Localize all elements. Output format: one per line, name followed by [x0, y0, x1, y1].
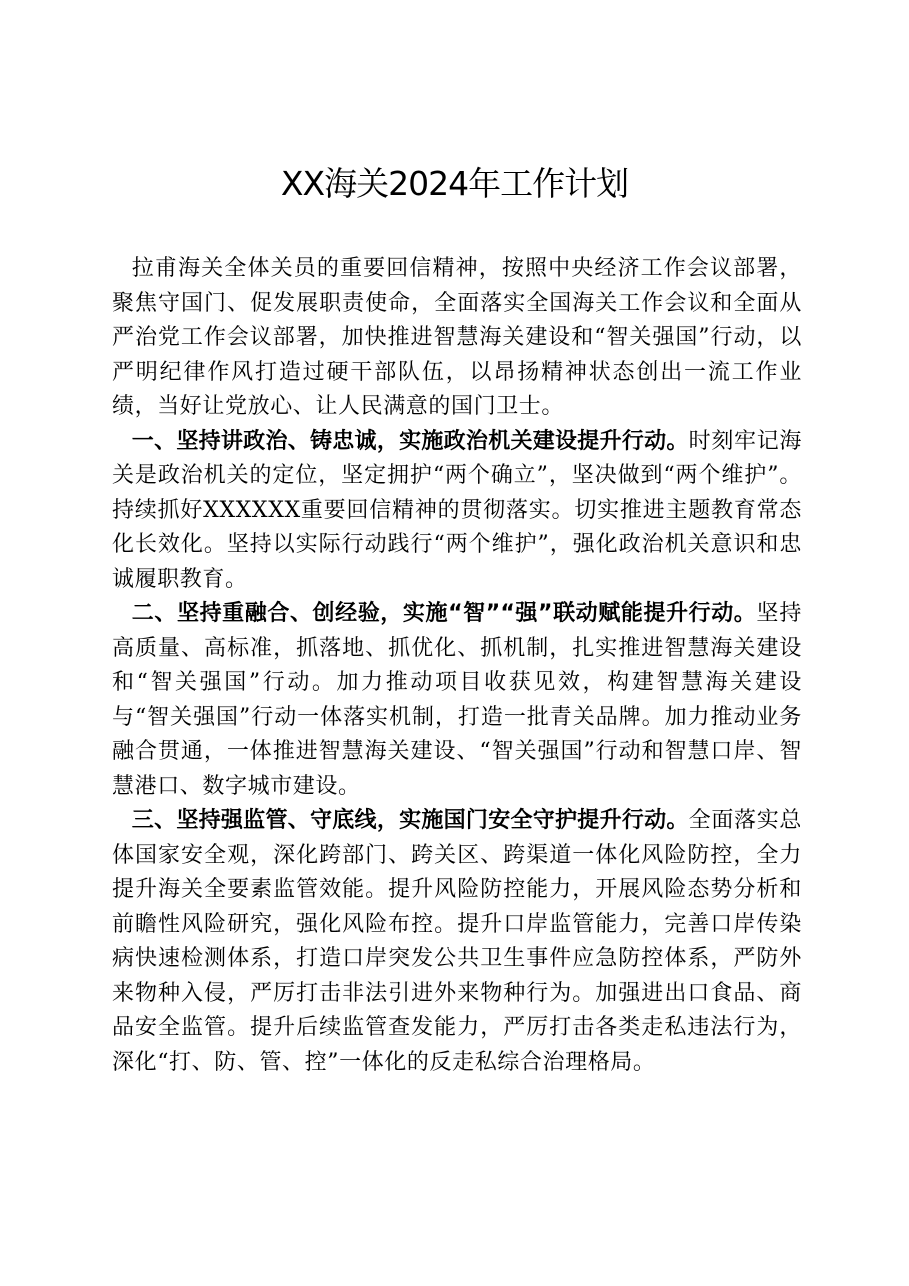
section-body-3: 全面落实总体国家安全观，深化跨部门、跨关区、跨渠道一体化风险防控，全力提升海关全要素监管效能。提升风险防控能力，开展风险态势分析和前瞻性风险研究，强化风险布控。提升口岸监管能力，完善口岸传染病快速检测体系，打造口岸突发公共卫生事件应急防控体系，严防外来物种入侵，严厉打击非法引进外来物种行为。加强进出口食品、商品安全监管。提升后续监管查发能力，严厉打击各类走私违法行为，深化“打、防、管、控”一体化的反走私综合治理格局。 [112, 808, 802, 1075]
intro-paragraph: 拉甫海关全体关员的重要回信精神，按照中央经济工作会议部署，聚焦守国门、促发展职责使命，全面落实全国海关工作会议和全面从严治党工作会议部署，加快推进智慧海关建设和“智关强国”行动，以严明纪律作风打造过硬干部队伍，以昂扬精神状态创出一流工作业绩，当好让党放心、让人民满意的国门卫士。 [112, 256, 802, 419]
section-paragraph-3 [112, 804, 802, 1080]
section-heading-3: 三、坚持强监管、守底线，实施国门安全守护提升行动。 [131, 808, 689, 833]
section-paragraph-2 [112, 597, 802, 804]
section-body-2: 坚持高质量、高标准，抓落地、抓优化、抓机制，扎实推进智慧海关建设和“智关强国”行动。加力推动项目收获见效，构建智慧海关建设与“智关强国”行动一体落实机制，打造一批青关品牌。加力推动业务融合贯通，一体推进智慧海关建设、“智关强国”行动和智慧口岸、智慧港口、数字城市建设。 [112, 601, 802, 799]
document-title: XX海关2024年工作计划 [280, 164, 629, 203]
section-heading-1: 一、坚持讲政治、铸忠诚，实施政治机关建设提升行动。 [131, 428, 689, 454]
section-heading-2: 二、坚持重融合、创经验，实施“智”“强”联动赋能提升行动。 [131, 601, 757, 626]
section-paragraph-1 [112, 425, 802, 598]
document-body [112, 252, 802, 1080]
section-body-1: 时刻牢记海关是政治机关的定位，坚定拥护“两个确立”，坚决做到“两个维护”。持续抓好XXXXXX重要回信精神的贯彻落实。切实推进主题教育常态化长效化。坚持以实际行动践行“两个维护”，强化政治机关意识和忠诚履职教育。 [112, 428, 802, 592]
